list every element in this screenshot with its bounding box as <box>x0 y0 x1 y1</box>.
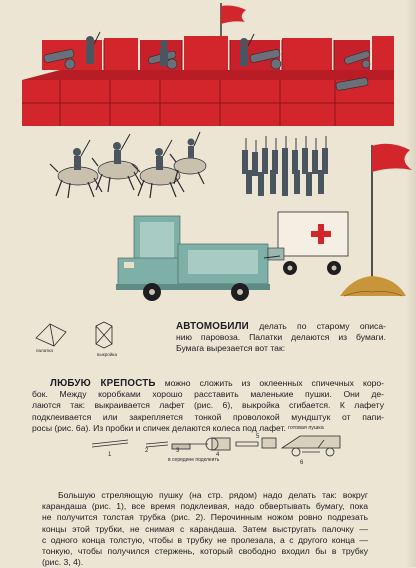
cavalry-illustration <box>50 132 206 198</box>
tent-pattern-caption: выкройка <box>97 352 118 357</box>
ambulance-illustration <box>264 212 348 275</box>
fortress-line-5: росы (рис. 6а). Из пробки и спичек делаются колеса под лафет. <box>32 422 286 433</box>
auto-line-3: Бумага вырезается вот так: <box>176 343 286 354</box>
fig-label-4: 4 <box>216 452 220 458</box>
cannon-line-2: карандаша (рис. 1), все время подклеивая, надо обвертывать бумагу, пока <box>42 501 368 512</box>
fig-label-3: 3 <box>176 448 180 454</box>
fig-label-1: 1 <box>108 452 112 458</box>
fortress-heading: ЛЮБУЮ КРЕПОСТЬ <box>50 378 156 389</box>
truck-illustration <box>116 216 270 301</box>
infantry-illustration <box>242 136 328 196</box>
auto-line-1: делать по старому описа- <box>259 321 386 331</box>
fortress-line-3: лаются так: выкраивается лафет (рис. 6), выкройка сгибается. К лафету <box>32 400 384 411</box>
cannon-line-6: тонкую, чтобы получился стержень, который свободно входил бы в трубку <box>42 546 368 557</box>
cannon-line-3: не получится толстая трубка (рис. 2). Перочинным ножом ровно подрезать <box>42 512 368 523</box>
auto-heading: АВТОМОБИЛИ <box>176 321 249 332</box>
auto-line-2: нию паровоза. Палатки делаются из бумаги. <box>176 332 386 343</box>
fig-label-5: 5 <box>256 434 260 440</box>
fortress-illustration <box>22 3 394 126</box>
flag-illustration <box>340 144 412 296</box>
cannon-line-4: концы этой трубки, не снимая с карандаша. Затем выстругать палочку — <box>42 523 368 534</box>
auto-paragraph <box>176 321 386 355</box>
fig-label-2: 2 <box>145 448 149 454</box>
cannon-line-5: с одного конца толстую, чтобы в трубку не пролезала, а с другого конца — <box>42 534 368 545</box>
cannon-paragraph <box>42 490 368 568</box>
cannon-line-1: Большую стреляющую пушку (на стр. рядом) надо делать так: вокруг <box>58 490 368 500</box>
tent-icon <box>36 324 66 346</box>
fortress-line-4: подклеивается или закрепляется тонкой проволокой мундштук от папи- <box>32 411 384 422</box>
fortress-line-1: можно сложить из оклеенных спичечных коро- <box>164 378 385 388</box>
fortress-paragraph <box>32 378 384 434</box>
tent-pattern-icon <box>96 322 112 348</box>
cannon-line-7: (рис. 3, 4). <box>42 557 84 568</box>
ready-cannon-caption: готовая пушка <box>288 425 324 431</box>
midline-caption: в середине подклеить <box>168 457 220 463</box>
fortress-line-2: бок. Между коробками хорошо расставить маленькие пушки. Они де- <box>32 389 384 400</box>
fig-label-6: 6 <box>300 460 304 466</box>
page-edge-shadow <box>406 0 416 567</box>
tent-caption: палатка <box>36 348 53 353</box>
